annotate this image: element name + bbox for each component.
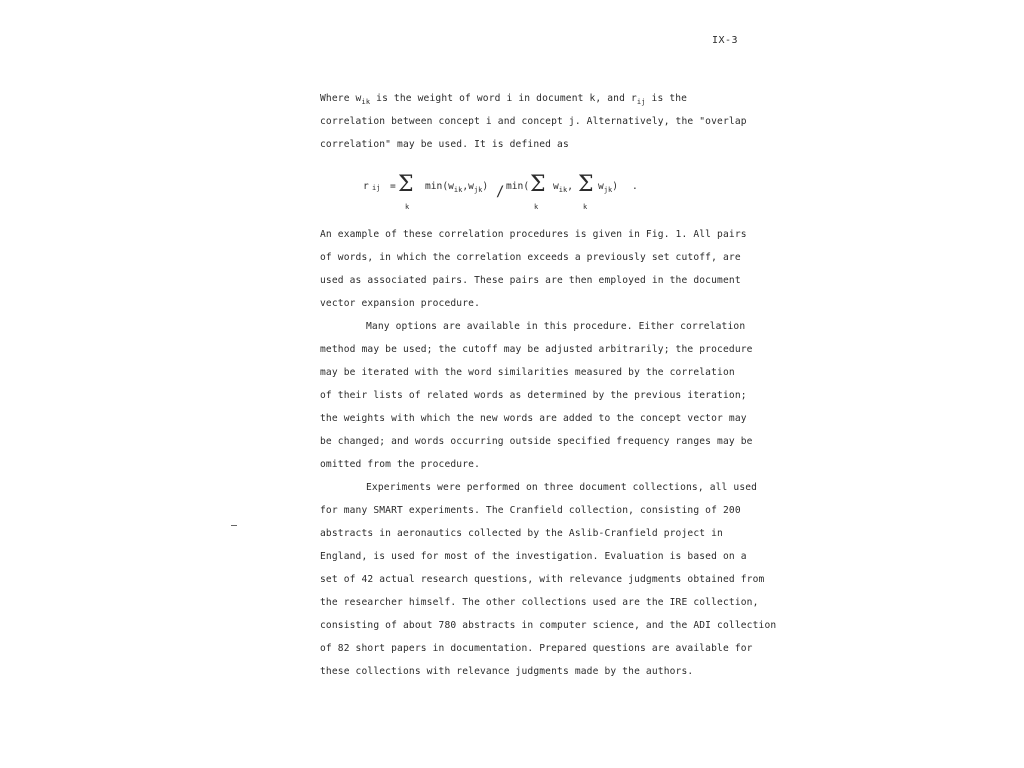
sum-symbol-1: Σ [398,172,414,197]
para3-line-2: for many SMART experiments. The Cranfield collection, consisting of 200 [320,505,741,516]
para3-line-7: consisting of about 780 abstracts in computer science, and the ADI collection [320,620,777,631]
margin-mark [231,525,237,526]
body-line-2: of words, in which the correlation exceeds a previously set cutoff, are [320,252,741,263]
intro-text-b: is the weight of word i in document k, and r [370,93,637,104]
min-term-a: $\min(w_{ik},w_{jk})$ [425,181,489,194]
sum-3-sub: k [583,203,588,211]
min-term-b: min( [506,181,530,192]
para2-line-3: may be iterated with the word similarities measured by the correlation [320,367,735,378]
formula-lhs-sub: ij [372,184,381,192]
formula-lhs: r [363,181,369,192]
para2-line-5: the weights with which the new words are added to the concept vector may [320,413,747,424]
formula-period: . [632,181,638,192]
subscript-ik: ik [361,98,371,106]
w-jk-term: $w_{jk}$) [598,181,618,194]
para2-line-2: method may be used; the cutoff may be adjusted arbitrarily; the procedure [320,344,753,355]
formula-slash: / [496,184,505,200]
para3-line-9: these collections with relevance judgments made by the authors. [320,666,694,677]
para3-line-6: the researcher himself. The other collections used are the IRE collection, [320,597,759,608]
body-line-3: used as associated pairs. These pairs are then employed in the document [320,275,741,286]
intro-line-3: correlation" may be used. It is defined as [320,139,569,150]
sum-2-sub: k [534,203,539,211]
body-line-4: vector expansion procedure. [320,298,480,309]
sum-1-sub: k [405,203,410,211]
intro-text-a: Where w [320,93,362,104]
body-line-1: An example of these correlation procedures is given in Fig. 1. All pairs [320,229,747,240]
para2-line-7: omitted from the procedure. [320,459,480,470]
para3-line-4: England, is used for most of the investigation. Evaluation is based on a [320,551,747,562]
subscript-ij: ij [636,98,646,106]
para3-line-3: abstracts in aeronautics collected by the Aslib-Cranfield project in [320,528,723,539]
sum-symbol-3: Σ [578,172,594,197]
formula-equals: = [390,181,396,192]
para3-line-5: set of 42 actual research questions, with relevance judgments obtained from [320,574,765,585]
para3-line-1: Experiments were performed on three document collections, all used [366,482,758,493]
para2-line-4: of their lists of related words as determined by the previous iteration; [320,390,747,401]
w-ik-term: $w_{ik}$, [553,181,573,194]
intro-text-c: is the [645,93,688,104]
sum-symbol-2: Σ [530,172,546,197]
para3-line-8: of 82 short papers in documentation. Prepared questions are available for [320,643,753,654]
para2-line-1: Many options are available in this procedure. Either correlation [366,321,746,332]
page-number: IX-3 [712,35,739,46]
para2-line-6: be changed; and words occurring outside specified frequency ranges may be [320,436,753,447]
intro-line-2: correlation between concept i and concept j. Alternatively, the "overlap [320,116,747,127]
